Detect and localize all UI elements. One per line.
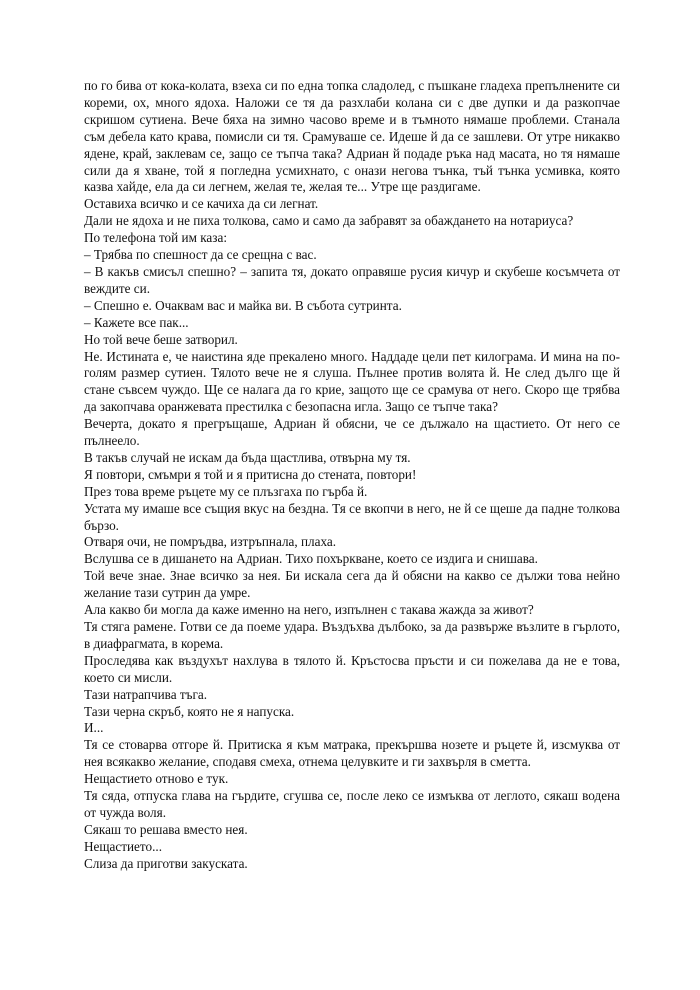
- paragraph-8: Но той вече беше затворил.: [84, 331, 238, 347]
- paragraph-18: Ала какво би могла да каже именно на него, изпълнен с такава жажда за живот?: [84, 602, 534, 618]
- paragraph-19: Тя стяга рамене. Готви се да поеме удара. Въздъхва дълбоко, за да развърже възлите в гърлото, в диафрагмата, в корема.: [84, 619, 620, 651]
- paragraph-4: – Трябва по спешност да се срещна с вас.: [84, 247, 317, 263]
- paragraph-28: Нещастието...: [84, 838, 162, 854]
- paragraph-11: В такъв случай не искам да бъда щастлива, отвърна му тя.: [84, 449, 411, 465]
- paragraph-24: Тя се стоварва отгоре й. Притиска я към матрака, прекършва нозете и ръцете й, изсмуква от нея всякакво желание, сподавя смеха, отнема целувките и ги захвърля в сметта.: [84, 737, 620, 770]
- paragraph-16: Вслушва се в дишането на Адриан. Тихо похъркване, което се издига и снишава.: [84, 551, 538, 567]
- paragraph-13: През това време ръцете му се плъзгаха по гърба й.: [84, 483, 368, 499]
- paragraph-23: И...: [84, 720, 104, 736]
- paragraph-25: Нещастието отново е тук.: [84, 771, 229, 787]
- paragraph-17: Той вече знае. Знае всичко за нея. Би искала сега да й обясни на какво се дължи това нейно желание тази сутрин да умре.: [84, 568, 620, 601]
- paragraph-26: Тя сяда, отпуска глава на гърдите, сгушва се, после леко се измъква от леглото, сякаш водена от чужда воля.: [84, 788, 620, 820]
- paragraph-2: Дали не ядоха и не пиха толкова, само и само да забравят за обаждането на нотариуса?: [84, 213, 574, 229]
- paragraph-22: Тази черна скръб, която не я напуска.: [84, 703, 295, 719]
- paragraph-15: Отваря очи, не помръдва, изтръпнала, плаха.: [84, 534, 337, 550]
- paragraph-10: Вечерта, докато я прегръщаше, Адриан й обясни, че се дължало на щастието. От него се пълнеело.: [84, 416, 620, 449]
- paragraph-1: Оставиха всичко и се качиха да си легнат.: [84, 196, 319, 212]
- paragraph-7: – Кажете все пак...: [84, 314, 189, 330]
- paragraph-6: – Спешно е. Очаквам вас и майка ви. В събота сутринта.: [84, 297, 402, 313]
- document-page: [84, 78, 620, 873]
- paragraph-29: Слиза да приготви закуската.: [84, 855, 248, 871]
- paragraph-20: Проследява как въздухът нахлува в тялото й. Кръстосва пръсти и си пожелава да не е това, което си мисли.: [84, 652, 620, 685]
- paragraph-21: Тази натрапчива тъга.: [84, 686, 208, 702]
- paragraph-5: – В какъв смисъл спешно? – запита тя, докато оправяше русия кичур и скубеше косъмчета от веждите си.: [84, 263, 620, 296]
- paragraph-14: Устата му имаше все същия вкус на бездна. Тя се вкопчи в него, не й се щеше да падне толкова бързо.: [84, 500, 620, 533]
- paragraph-12: Я повтори, смъмри я той и я притисна до стената, повтори!: [84, 466, 417, 482]
- paragraph-0: по го бива от кока-колата, взеха си по една топка сладолед, с пъшкане гладеха препълнените си кореми, ох, много ядоха. Наложи се тя да разхлаби колана си с две дупки и да разкопчае скришом сутиена. Вече бяха на зимно часово време и в тъмното нямаше проблеми. Станала съм дебела като крава, помисли си тя. Срамуваше се. Идеше й да се зашлеви. От утре никакво ядене, край, заклевам се, защо се тъпча така? Адриан й подаде ръка над масата, но тя нямаше сили да я хване, той я погледна усмихнато, с онази негова тънка, тъй тънка усмивка, която казва хайде, ела да си легнем, желая те, желая те... Утре ще раздигаме.: [84, 78, 620, 195]
- paragraph-27: Сякаш то решава вместо нея.: [84, 821, 248, 837]
- paragraph-9: Не. Истината е, че наистина яде прекалено много. Наддаде цели пет килограма. И мина на по-голям размер сутиен. Тялото вече не я слуша. Пълнее против волята й. Не след дълго ще й стане съвсем чуждо. Ще се налага да го крие, защото ще се срамува от него. Скоро ще трябва да закопчава оранжевата престилка с безопасна игла. Защо се тъпче така?: [84, 348, 620, 415]
- paragraph-3: По телефона той им каза:: [84, 230, 227, 246]
